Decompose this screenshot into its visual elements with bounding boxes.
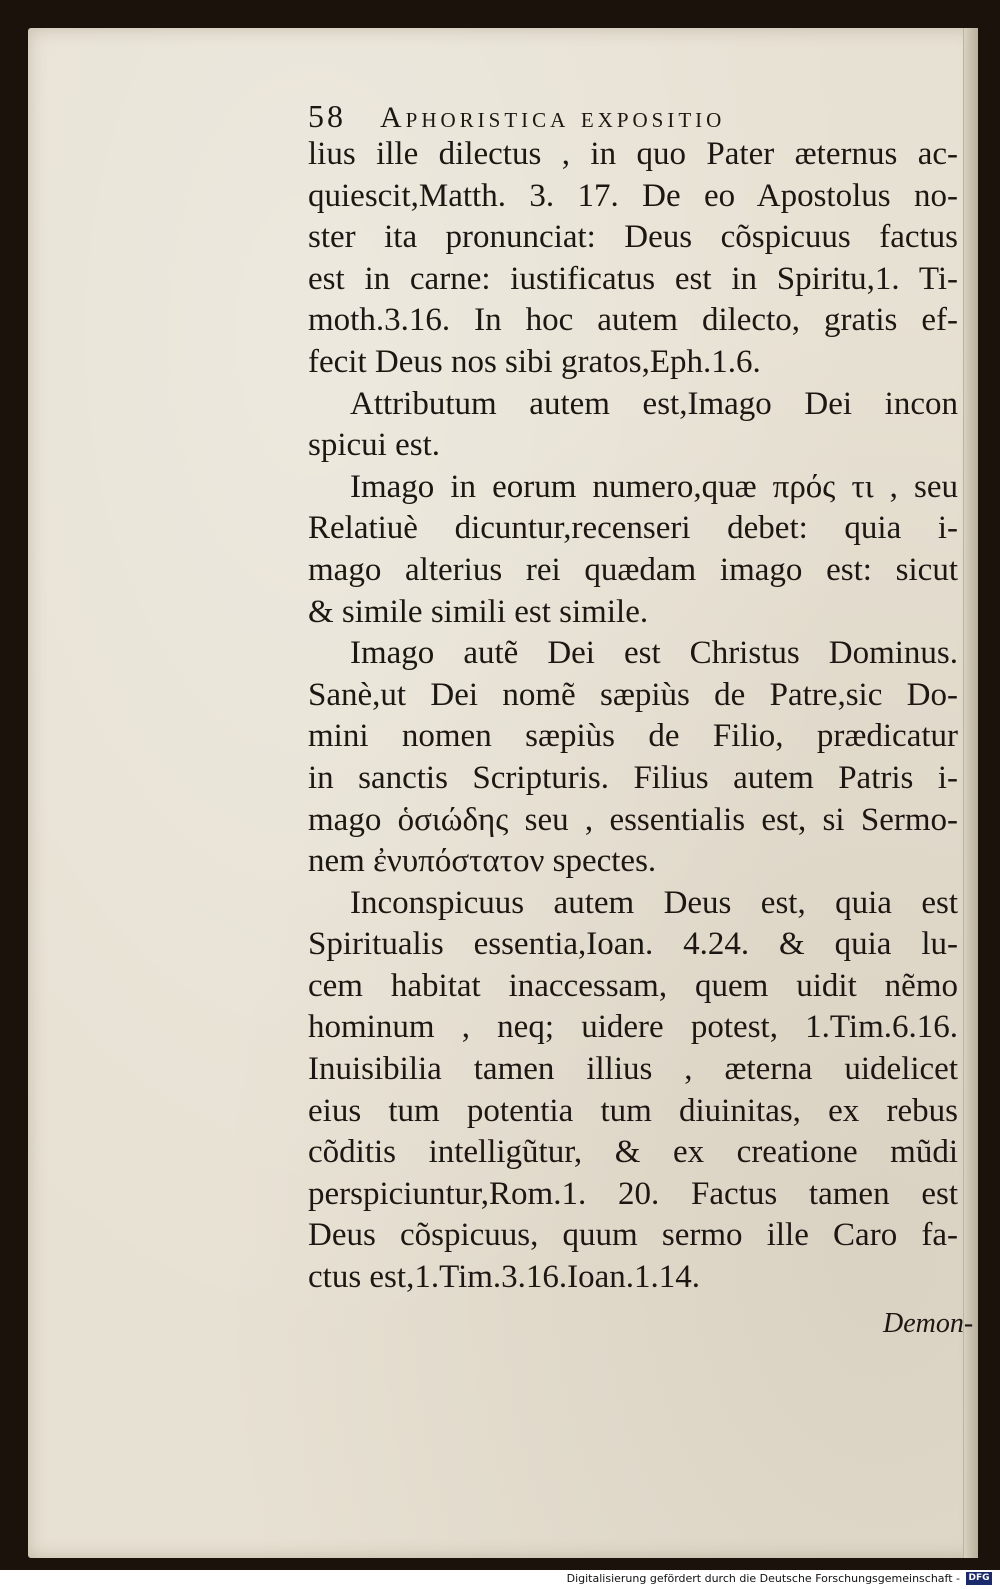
text-block	[308, 96, 958, 1299]
text-line: eius tum potentia tum diuinitas, ex rebus	[308, 1092, 958, 1129]
text-line: Sanè,ut Dei nomẽ sæpiùs de Patre,sic Do-	[308, 676, 958, 713]
text-line: cõditis intelligũtur, & ex creatione mũdi	[308, 1134, 958, 1171]
text-line: perspiciuntur,Rom.1. 20. Factus tamen est	[308, 1175, 958, 1212]
text-line: cem habitat inaccessam, quem uidit nẽmo	[308, 967, 958, 1004]
running-head	[308, 96, 958, 134]
dfg-logo: DFG	[966, 1572, 992, 1585]
catchword: Demon-	[883, 1308, 974, 1339]
text-line: mago alterius rei quædam imago est: sicut	[308, 551, 958, 588]
text-line: spicui est.	[308, 427, 440, 464]
text-line: moth.3.16. In hoc autem dilecto, gratis ef-	[308, 302, 958, 339]
book-page	[28, 28, 978, 1558]
text-line: & simile simili est simile.	[308, 593, 649, 630]
text-line: fecit Deus nos sibi gratos,Eph.1.6.	[308, 343, 761, 380]
page-number: 58	[308, 98, 346, 134]
text-line: Inuisibilia tamen illius , æterna uidelicet	[308, 1051, 958, 1088]
funding-credit: Digitalisierung gefördert durch die Deutsche Forschungsgemeinschaft -	[566, 1572, 960, 1585]
text-line: hominum , neq; uidere potest, 1.Tim.6.16.	[308, 1009, 958, 1046]
paragraph-start-line: Imago in eorum numero,quæ πρός τι , seu	[350, 468, 958, 505]
text-line: mago ὁσιώδης seu , essentialis est, si Sermo-	[308, 801, 958, 838]
text-line: Spiritualis essentia,Ioan. 4.24. & quia lu-	[308, 926, 958, 963]
text-line: quiescit,Matth. 3. 17. De eo Apostolus no-	[308, 177, 958, 214]
running-title: Aphoristica expositio	[380, 101, 726, 134]
text-line: mini nomen sæpiùs de Filio, prædicatur	[308, 718, 958, 755]
text-line: est in carne: iustificatus est in Spiritu,1. Ti-	[308, 260, 958, 297]
paragraph-start-line: Inconspicuus autem Deus est, quia est	[350, 884, 958, 921]
paragraph-start-line: Imago autẽ Dei est Christus Dominus.	[350, 635, 958, 672]
paragraph-start-line: Attributum autem est,Imago Dei incon	[350, 385, 958, 422]
text-line: nem ἐνυπόστατον spectes.	[308, 843, 657, 880]
text-line: Relatiuè dicuntur,recenseri debet: quia i-	[308, 510, 958, 547]
text-line: ster ita pronunciat: Deus cõspicuus factus	[308, 219, 958, 256]
text-line: lius ille dilectus , in quo Pater æternus ac-	[308, 136, 958, 172]
text-line: ctus est,1.Tim.3.16.Ioan.1.14.	[308, 1259, 701, 1296]
text-line: Deus cõspicuus, quum sermo ille Caro fa-	[308, 1217, 958, 1254]
footer-bar	[0, 1570, 1000, 1589]
text-line: in sanctis Scripturis. Filius autem Patris i-	[308, 759, 958, 796]
